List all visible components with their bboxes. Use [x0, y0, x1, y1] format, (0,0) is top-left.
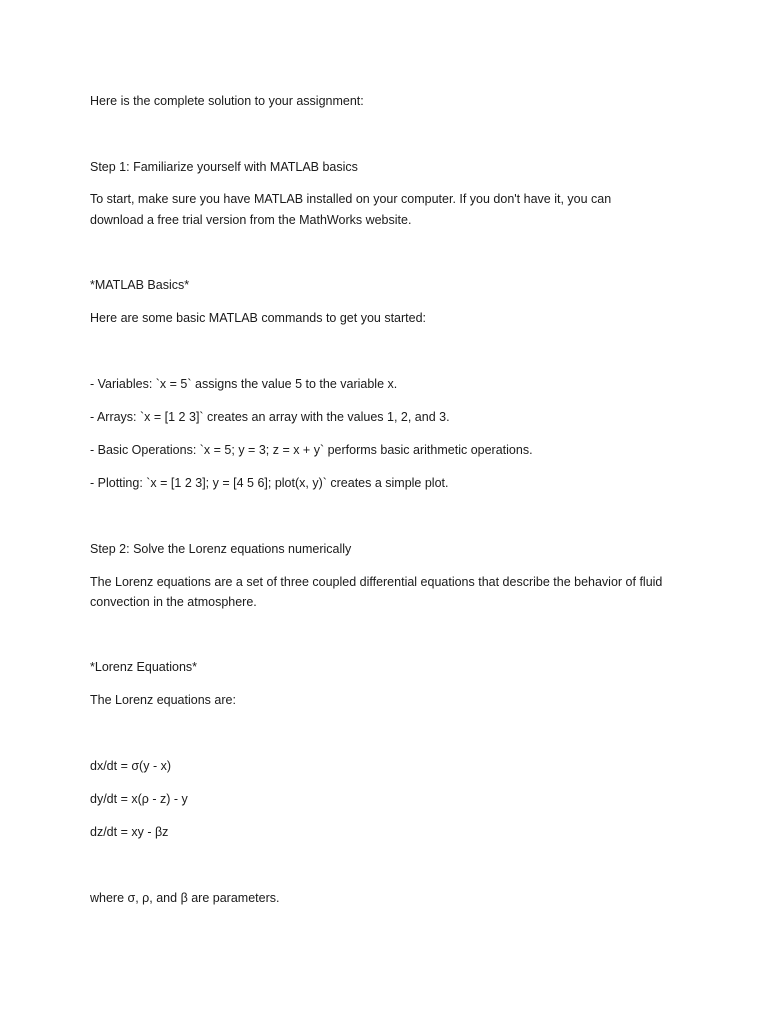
bullet-plotting: - Plotting: `x = [1 2 3]; y = [4 5 6]; plot(x, y)` creates a simple plot. [90, 476, 449, 490]
equation-dz: dz/dt = xy - βz [90, 825, 169, 839]
equation-dx: dx/dt = σ(y - x) [90, 759, 171, 773]
matlab-basics-intro: Here are some basic MATLAB commands to get you started: [90, 311, 427, 325]
parameters-note: where σ, ρ, and β are parameters. [90, 891, 280, 905]
matlab-basics-heading: *MATLAB Basics* [90, 278, 190, 292]
equation-dy: dy/dt = x(ρ - z) - y [90, 792, 188, 806]
step2-body-line1: The Lorenz equations are a set of three coupled differential equations that describe the behavior of fluid [90, 575, 663, 589]
step1-body-line1: To start, make sure you have MATLAB installed on your computer. If you don't have it, you can [90, 192, 612, 206]
step1-heading: Step 1: Familiarize yourself with MATLAB basics [90, 160, 358, 174]
step2-heading: Step 2: Solve the Lorenz equations numerically [90, 542, 352, 556]
intro-text: Here is the complete solution to your assignment: [90, 94, 364, 108]
bullet-basic-operations: - Basic Operations: `x = 5; y = 3; z = x + y` performs basic arithmetic operations. [90, 443, 533, 457]
bullet-arrays: - Arrays: `x = [1 2 3]` creates an array with the values 1, 2, and 3. [90, 410, 450, 424]
bullet-variables: - Variables: `x = 5` assigns the value 5 to the variable x. [90, 377, 398, 391]
step1-body-line2: download a free trial version from the MathWorks website. [90, 213, 412, 227]
lorenz-intro: The Lorenz equations are: [90, 693, 236, 707]
lorenz-heading: *Lorenz Equations* [90, 660, 198, 674]
step2-body-line2: convection in the atmosphere. [90, 595, 257, 609]
